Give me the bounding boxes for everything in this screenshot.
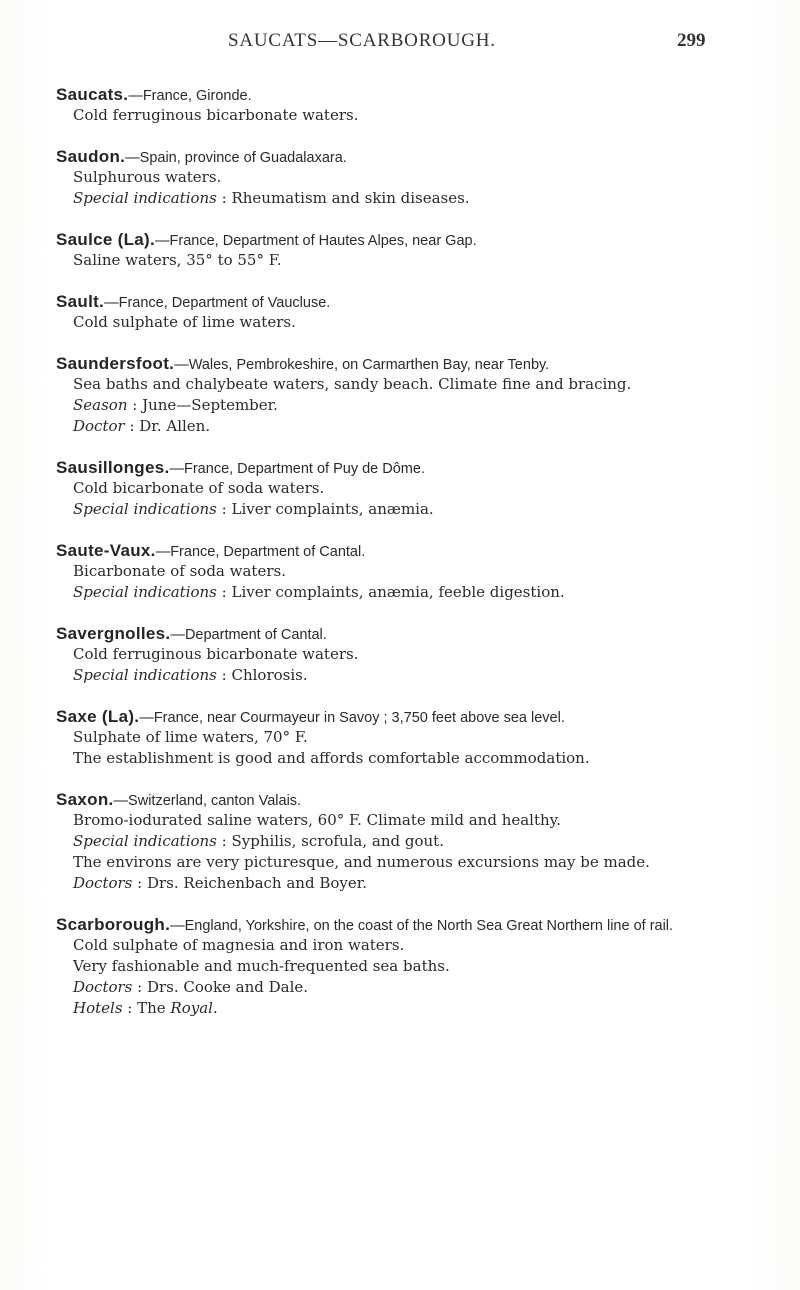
entry-line <box>56 582 756 603</box>
entry-line-label: Doctors <box>73 978 133 996</box>
running-header <box>0 30 800 54</box>
entry-line-text: Cold sulphate of lime waters. <box>73 313 296 331</box>
entry-line <box>56 748 756 769</box>
entry-heading <box>56 625 756 644</box>
entry-location: —Wales, Pembrokeshire, on Carmarthen Bay, near Tenby. <box>174 357 550 373</box>
entry-line <box>56 935 756 956</box>
entry-line-italic-text: Royal. <box>170 999 218 1017</box>
entry-line <box>56 998 756 1019</box>
entry-term: Sault. <box>56 292 105 311</box>
entry-line-text: : Drs. Reichenbach and Boyer. <box>132 874 368 892</box>
page-number: 299 <box>677 30 706 51</box>
running-title: SAUCATS—SCARBOROUGH. <box>228 30 496 51</box>
entry-location: —France, Gironde. <box>128 88 252 104</box>
entry-line-text: : Liver complaints, anæmia. <box>216 500 434 518</box>
entry-heading <box>56 916 756 935</box>
entry-line-text: : Chlorosis. <box>216 666 308 684</box>
entry-line-label: Special indications <box>73 832 217 850</box>
entry-line-text: : Drs. Cooke and Dale. <box>132 978 309 996</box>
entry <box>56 86 756 126</box>
entry-location: —France, Department of Cantal. <box>155 544 366 560</box>
entry-line <box>56 977 756 998</box>
entry-line-text: : Syphilis, scrofula, and gout. <box>216 832 444 850</box>
entry-line <box>56 478 756 499</box>
entry-line-text: Cold bicarbonate of soda waters. <box>73 479 325 497</box>
entry-line-label: Season <box>73 396 128 414</box>
entry <box>56 293 756 333</box>
entry-line <box>56 250 756 271</box>
entry-line-text: : Rheumatism and skin diseases. <box>216 189 470 207</box>
entry-line-text: Cold sulphate of magnesia and iron waters. <box>73 936 405 954</box>
entry-term: Saudon. <box>56 147 126 166</box>
entry-line-label: Doctor <box>73 417 125 435</box>
entry-line-text: Cold ferruginous bicarbonate waters. <box>73 645 359 663</box>
entry-heading <box>56 148 756 167</box>
entry-term: Saxon. <box>56 790 114 809</box>
entry-line <box>56 188 756 209</box>
entry-line-text: Cold ferruginous bicarbonate waters. <box>73 106 359 124</box>
entry-term: Saute-Vaux. <box>56 541 156 560</box>
entry-line-label: Doctors <box>73 874 133 892</box>
entry <box>56 791 756 894</box>
entry-line-text: : The <box>122 999 171 1017</box>
entry-line <box>56 395 756 416</box>
entry-term: Savergnolles. <box>56 624 171 643</box>
entry <box>56 231 756 271</box>
entry-line <box>56 810 756 831</box>
entry-line-label: Special indications <box>73 666 217 684</box>
entry <box>56 459 756 520</box>
entry-heading <box>56 791 756 810</box>
entry-line-text: Sulphurous waters. <box>73 168 222 186</box>
entry-line-text: The establishment is good and affords comfortable accommodation. <box>73 749 590 767</box>
entry-line <box>56 312 756 333</box>
entry-heading <box>56 459 756 478</box>
entry-heading <box>56 542 756 561</box>
entry-line <box>56 852 756 873</box>
entry-line <box>56 105 756 126</box>
entry-location: —England, Yorkshire, on the coast of the North Sea Great Northern line of rail. <box>170 918 674 934</box>
entry-line-text: Bicarbonate of soda waters. <box>73 562 286 580</box>
entry-line-label: Special indications <box>73 500 217 518</box>
entry-term: Scarborough. <box>56 915 171 934</box>
entry-line-text: Sulphate of lime waters, 70° F. <box>73 728 308 746</box>
entry-line-label: Special indications <box>73 189 217 207</box>
entry-heading <box>56 293 756 312</box>
entry <box>56 542 756 603</box>
entry-location: —France, near Courmayeur in Savoy ; 3,750 feet above sea level. <box>139 710 565 726</box>
entry-line <box>56 665 756 686</box>
entry <box>56 708 756 769</box>
entry-term: Sausillonges. <box>56 458 170 477</box>
entry <box>56 148 756 209</box>
entry-line-label: Special indications <box>73 583 217 601</box>
entry-line-text: The environs are very picturesque, and numerous excursions may be made. <box>73 853 650 871</box>
entry-line <box>56 956 756 977</box>
entry-line-text: : Dr. Allen. <box>124 417 211 435</box>
entry-line <box>56 831 756 852</box>
entry-line <box>56 727 756 748</box>
entry-line <box>56 644 756 665</box>
entry-line-text: Saline waters, 35° to 55° F. <box>73 251 282 269</box>
entry-location: —Switzerland, canton Valais. <box>113 793 302 809</box>
entry-location: —Spain, province of Guadalaxara. <box>125 150 347 166</box>
entry-heading <box>56 708 756 727</box>
entry-line <box>56 873 756 894</box>
entry-location: —France, Department of Puy de Dôme. <box>169 461 425 477</box>
entry-term: Saulce (La). <box>56 230 156 249</box>
entry-location: —France, Department of Vaucluse. <box>104 295 331 311</box>
entry <box>56 625 756 686</box>
entry-line <box>56 374 756 395</box>
entry-heading <box>56 355 756 374</box>
entry-term: Saundersfoot. <box>56 354 175 373</box>
entry-term: Saucats. <box>56 85 129 104</box>
entry <box>56 916 756 1019</box>
entry-line <box>56 416 756 437</box>
entry-line-text: Very fashionable and much-frequented sea baths. <box>73 957 450 975</box>
entry-term: Saxe (La). <box>56 707 140 726</box>
entry-line-text: : Liver complaints, anæmia, feeble digestion. <box>216 583 565 601</box>
entry-line-text: Sea baths and chalybeate waters, sandy beach. Climate fine and bracing. <box>73 375 632 393</box>
entry-line-text: : June—September. <box>127 396 278 414</box>
entry-line-text: Bromo-iodurated saline waters, 60° F. Climate mild and healthy. <box>73 811 561 829</box>
entry-location: —France, Department of Hautes Alpes, near Gap. <box>155 233 477 249</box>
entry <box>56 355 756 437</box>
entry-line <box>56 561 756 582</box>
entry-heading <box>56 231 756 250</box>
entry-location: —Department of Cantal. <box>170 627 327 643</box>
entry-line-label: Hotels <box>73 999 123 1017</box>
entry-heading <box>56 86 756 105</box>
gazetteer-entries <box>56 86 756 1041</box>
entry-line <box>56 167 756 188</box>
entry-line <box>56 499 756 520</box>
